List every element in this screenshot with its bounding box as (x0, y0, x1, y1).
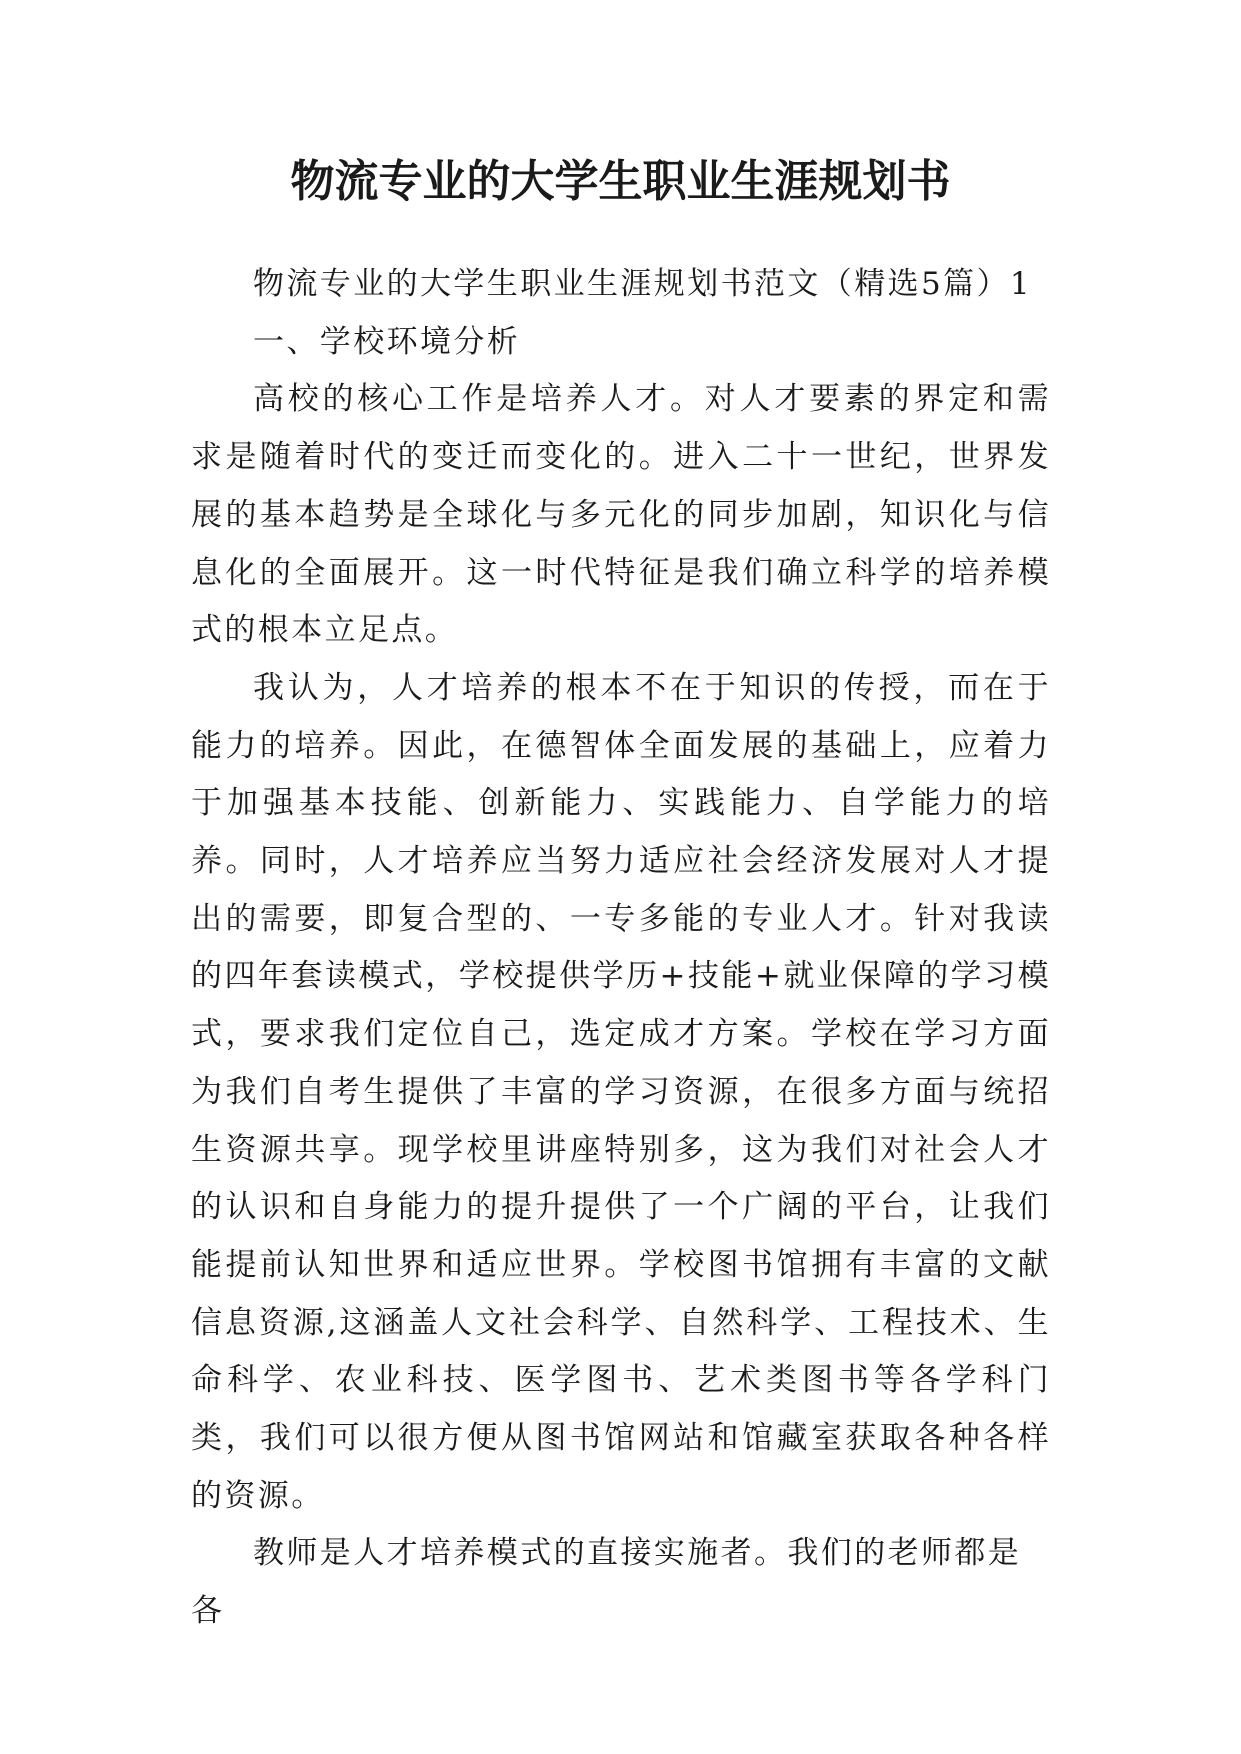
document-title: 物流专业的大学生职业生涯规划书 (290, 156, 951, 207)
body-paragraph: 高校的核心工作是培养人才。对人才要素的界定和需求是随着时代的变迁而变化的。进入二十一世纪，世界发展的基本趋势是全球化与多元化的同步加剧，知识化与信息化的全面展开。这一时代特征是我们确立科学的培养模式的根本立足点。 (191, 381, 1051, 649)
document-body (191, 256, 1051, 1641)
subtitle-paragraph: 物流专业的大学生职业生涯规划书范文（精选5篇）1 (253, 266, 1033, 302)
body-paragraph: 我认为，人才培养的根本不在于知识的传授，而在于能力的培养。因此，在德智体全面发展的基础上，应着力于加强基本技能、创新能力、实践能力、自学能力的培养。同时，人才培养应当努力适应社会经济发展对人才提出的需要，即复合型的、一专多能的专业人才。针对我读的四年套读模式，学校提供学历+技能+就业保障的学习模式，要求我们定位自己，选定成才方案。学校在学习方面为我们自考生提供了丰富的学习资源，在很多方面与统招生资源共享。现学校里讲座特别多，这为我们对社会人才的认识和自身能力的提升提供了一个广阔的平台，让我们能提前认知世界和适应世界。学校图书馆拥有丰富的文献信息资源,这涵盖人文社会科学、自然科学、工程技术、生命科学、农业科技、医学图书、艺术类图书等各学科门类，我们可以很方便从图书馆网站和馆藏室获取各种各样的资源。 (191, 669, 1051, 1514)
section-heading: 一、学校环境分析 (253, 323, 521, 360)
body-paragraph: 教师是人才培养模式的直接实施者。我们的老师都是各 (191, 1535, 1022, 1630)
